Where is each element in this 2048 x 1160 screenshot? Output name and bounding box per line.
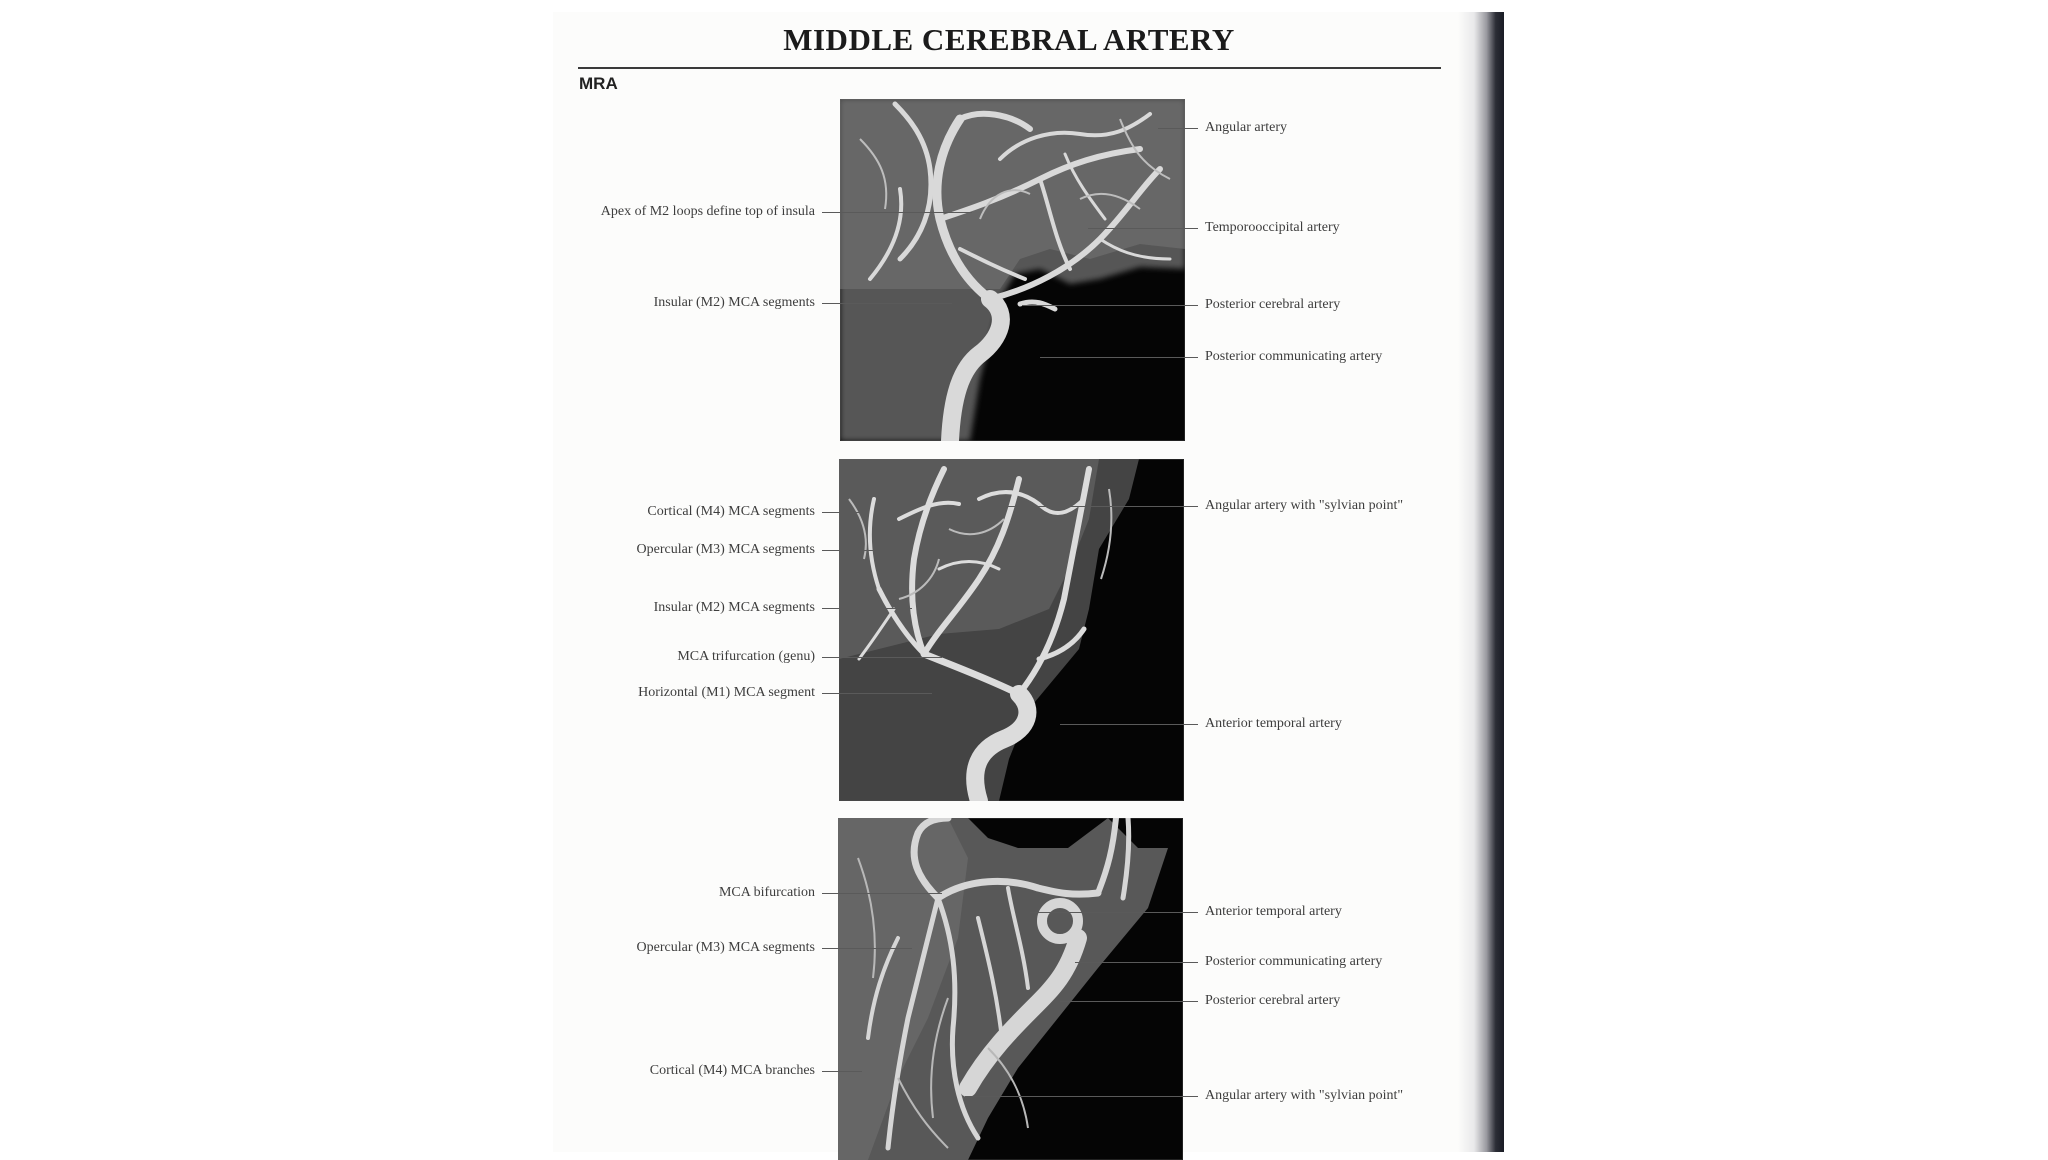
label-cortical-m4-branches: Cortical (M4) MCA branches [649, 1063, 815, 1078]
label-insular-m2-segments: Insular (M2) MCA segments [653, 600, 815, 615]
label-anterior-temporal-artery: Anterior temporal artery [1205, 904, 1342, 919]
leader-line [822, 657, 942, 658]
label-angular-artery-sylvian-point: Angular artery with "sylvian point" [1205, 1088, 1404, 1103]
leader-line [822, 693, 932, 694]
leader-line [1088, 228, 1198, 229]
leader-line [1040, 357, 1198, 358]
label-opercular-m3-segments: Opercular (M3) MCA segments [636, 542, 815, 557]
leader-line [1022, 305, 1198, 306]
title-rule [578, 67, 1441, 69]
leader-line [822, 512, 862, 513]
label-temporooccipital-artery: Temporooccipital artery [1205, 220, 1340, 235]
leader-line [822, 893, 942, 894]
leader-line [965, 1096, 1198, 1097]
leader-line [822, 948, 912, 949]
label-posterior-communicating-artery: Posterior communicating artery [1205, 954, 1383, 969]
leader-line [1060, 724, 1198, 725]
label-angular-artery-sylvian-point: Angular artery with "sylvian point" [1205, 498, 1404, 513]
leader-line [822, 550, 882, 551]
label-angular-artery: Angular artery [1205, 120, 1288, 135]
mra-image-frontal-3 [838, 818, 1183, 1160]
mra-image-lateral-2 [839, 459, 1184, 801]
label-mca-bifurcation: MCA bifurcation [718, 885, 815, 900]
page-gutter-shadow [1458, 12, 1504, 1152]
label-apex-m2-loops: Apex of M2 loops define top of insula [600, 204, 815, 219]
label-opercular-m3-segments: Opercular (M3) MCA segments [636, 940, 815, 955]
label-mca-trifurcation-genu: MCA trifurcation (genu) [677, 649, 815, 664]
leader-line [822, 1071, 862, 1072]
label-insular-m2-segments: Insular (M2) MCA segments [653, 295, 815, 310]
label-posterior-cerebral-artery: Posterior cerebral artery [1205, 993, 1341, 1008]
label-anterior-temporal-artery: Anterior temporal artery [1205, 716, 1342, 731]
leader-line [822, 303, 952, 304]
leader-line [1075, 962, 1198, 963]
label-posterior-communicating-artery: Posterior communicating artery [1205, 349, 1383, 364]
leader-line [1000, 506, 1198, 507]
label-cortical-m4-segments: Cortical (M4) MCA segments [647, 504, 815, 519]
mra-image-lateral-1 [840, 99, 1185, 441]
label-posterior-cerebral-artery: Posterior cerebral artery [1205, 297, 1341, 312]
leader-line [1060, 1001, 1198, 1002]
leader-line [822, 212, 972, 213]
label-horizontal-m1-segment: Horizontal (M1) MCA segment [638, 685, 815, 700]
section-heading: MRA [579, 74, 618, 93]
page-title: MIDDLE CEREBRAL ARTERY [783, 22, 1235, 57]
leader-line [822, 608, 912, 609]
leader-line [1030, 912, 1198, 913]
leader-line [1158, 128, 1198, 129]
